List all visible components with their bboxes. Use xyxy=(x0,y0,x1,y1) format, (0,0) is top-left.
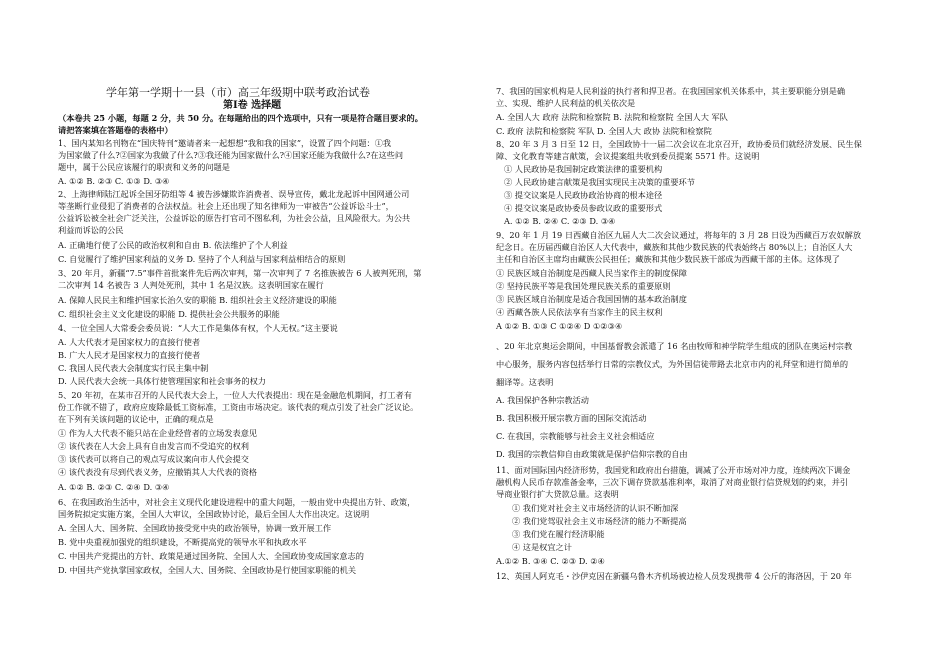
left-text-line: 题中，属于公民应该履行的职责和义务的问题是 xyxy=(58,162,230,172)
left-text-line: 学年第一学期十一县（市）高三年级期中联考政治试卷 xyxy=(106,86,370,99)
right-text-line: ③ 提交议案是人民政协政治协商的根本途径 xyxy=(504,190,663,200)
right-text-line: A. 我国保护各种宗教活动 xyxy=(496,395,589,405)
right-text-line: 、20 年北京奥运会期间，中国基督教会派遣了 16 名由牧师和神学院学生组成的团队在奥运村宗教 xyxy=(496,341,853,351)
left-text-line: D. 中国共产党执掌国家政权，全国人大、国务院、全国政协是行使国家职能的机关 xyxy=(58,565,357,575)
left-text-line: 等垄断行业侵犯了消费者的合法权益。社会上还出现了知名律师为一审被告“公益诉讼斗士”， xyxy=(58,201,394,211)
left-text-line: C. 自觉履行了维护国家利益的义务 D. 坚持了个人利益与国家利益相结合的原则 xyxy=(58,254,346,264)
left-text-line: C. 我国人民代表大会制度实行民主集中制 xyxy=(58,363,209,373)
right-text-line: 8、20 年 3 月 3 日至 12 日，全国政协十一届二次会议在北京召开，政协委员们就经济发展、民生保 xyxy=(496,139,862,149)
right-text-line: 主任和自治区主席均由藏族公民担任；藏族和其他少数民族干部成为西藏干部的主体。这体现了 xyxy=(496,254,840,264)
left-text-line: A. ①② B. ②③ C. ①③ D. ③④ xyxy=(58,176,170,186)
left-text-line: 第Ⅰ卷 选择题 xyxy=(223,100,282,111)
right-text-line: 翻译等。这表明 xyxy=(496,377,554,387)
right-text-line: B. 我国积极开展宗教方面的国际交流活动 xyxy=(496,413,647,423)
left-text-line: 2、上海律师陆江起诉全国牙防组等 4 被告涉嫌欺诈消费者、误导宣传，戴北龙起诉中国网通公司 xyxy=(58,189,410,199)
left-text-line: 3、20 年月，新疆“7.5”事件首批案件先后两次审判，第一次审判了 7 名推族被告 6 人被判死刑，第 xyxy=(58,268,422,278)
right-text-line: 导商业银行扩大贷款总量。这表明 xyxy=(496,489,619,499)
right-text-line: ② 我们党驾驭社会主义市场经济的能力不断提高 xyxy=(512,516,687,526)
left-text-line: ② 该代表在人大会上具有自由发言而不受追究的权利 xyxy=(58,441,249,451)
right-text-line: C. 政府 法院和检察院 军队 D. 全国人大 政协 法院和检察院 xyxy=(496,126,712,136)
right-text-line: 中心服务，服务内容包括举行日常的宗教仪式，为外国信徒带路去北京市内的礼拜堂和进行简单的 xyxy=(496,359,849,369)
left-text-line: 6、在我国政治生活中，对社会主义现代化建设进程中的重大问题，一般由党中央提出方针、政策， xyxy=(58,497,416,507)
right-text-line: 障、文化教育等建言献策，会议提案组共收到委员提案 5571 件。这说明 xyxy=(496,151,760,161)
left-text-line: 4、一位全国人大常委会委员说：“人大工作是集体有权，个人无权。”这主要说 xyxy=(58,323,338,333)
left-text-line: A. 正确地行使了公民的政治权利和自由 B. 依法维护了个人利益 xyxy=(58,240,288,250)
left-text-line: ① 作为人大代表不能只站在企业经营者的立场发表意见 xyxy=(58,428,258,438)
right-text-line: ① 我们党对社会主义市场经济的认识不断加深 xyxy=(512,503,679,513)
right-text-line: ③ 我们党在履行经济职能 xyxy=(512,529,605,539)
right-text-line: D. 我国的宗教信仰自由政策就是保护信仰宗教的自由 xyxy=(496,449,688,459)
left-text-line: 1、国内某知名刊物在“国庆特刊”邀请者来一起想想“我和我的国家”，设置了四个问题：①我 xyxy=(58,138,392,148)
right-text-line: 7、我国的国家机构是人民利益的执行者和捍卫者。在我国国家机关体系中，其主要职能分别是确 xyxy=(496,86,846,96)
left-text-line: 公益诉讼被全社会广泛关注，公益诉讼的原告打官司不图私利，为社会公益，且风险很大。为公共 xyxy=(58,213,411,223)
right-text-line: 融机构人民币存款准备金率，三次下调存贷款基准利率，取消了对商业银行信贷规划的约束，并引 xyxy=(496,477,849,487)
right-text-line: ① 民族区域自治制度是西藏人民当家作主的制度保障 xyxy=(496,268,687,278)
right-text-line: C. 在我国，宗教能够与社会主义社会相适应 xyxy=(496,431,655,441)
right-text-line: 纪念日。在历届西藏自治区人大代表中，藏族和其他少数民族的代表始终占 80%以上；自治区人大 xyxy=(496,242,853,252)
left-text-line: 二次审判 14 名被告 3 人判处死刑，其中 1 名是汉族。这表明国家在履行 xyxy=(58,280,324,290)
right-text-line: A ①② B. ①③ C ①②④ D ①②③④ xyxy=(496,321,623,331)
right-text-line: 12、英国人阿克毛・沙伊克因在新疆乌鲁木齐机场被边检人员发现携带 4 公斤的海洛因，于 20 年 xyxy=(496,571,852,581)
right-column xyxy=(496,0,908,658)
left-text-line: A. 全国人大、国务院、全国政协接受党中央的政治领导，协调一致开展工作 xyxy=(58,523,332,533)
left-text-line: ④ 该代表没有尽到代表义务，应撤销其人大代表的资格 xyxy=(58,467,258,477)
left-text-line: （本卷共 25 小题，每题 2 分，共 50 分。在每题给出的四个选项中，只有一项是符合题目要求的。 xyxy=(58,113,423,123)
left-text-line: 利益而诉讼的公民 xyxy=(58,225,124,235)
left-text-line: A. 保障人民民主和维护国家长治久安的职能 B. 组织社会主义经济建设的职能 xyxy=(58,295,337,305)
right-text-line: A.①② B. ③④ C. ②③ D. ②④ xyxy=(496,556,605,566)
right-text-line: ① 人民政协是我国制定政策法律的重要机构 xyxy=(504,164,663,174)
left-text-line: D. 人民代表大会统一具体行使管理国家和社会事务的权力 xyxy=(58,376,266,386)
right-text-line: ④ 这是权宜之计 xyxy=(512,542,572,552)
left-text-line: 5、20 年初，在某市召开的人民代表大会上，一位人大代表提出：现在是金融危机期间，打工者有 xyxy=(58,390,412,400)
left-text-line: 请把答案填在答题卷的表格中） xyxy=(58,125,173,135)
left-text-line: 国务院拟定实施方案，全国人大审议，全国政协讨论，最后全国人大作出决定。这说明 xyxy=(58,509,370,519)
right-text-line: ④ 西藏各族人民依法享有当家作主的民主权利 xyxy=(496,307,663,317)
right-text-line: 9、20 年 1 月 19 日西藏自治区九届人大二次会议通过，将每年的 3 月 28 日设为西藏百万农奴解放 xyxy=(496,230,862,240)
left-text-line: C. 组织社会主义文化建设的职能 D. 提供社会公共服务的职能 xyxy=(58,309,280,319)
left-column xyxy=(58,0,462,658)
right-text-line: 11、面对国际国内经济形势，我国党和政府出台措施，调减了公开市场对冲力度，连续两次下调金 xyxy=(496,465,851,475)
right-text-line: ② 人民政协建言献策是我国实现民主决策的重要环节 xyxy=(504,177,695,187)
left-text-line: B. 党中央重视加强党的组织建设，不断提高党的领导水平和执政水平 xyxy=(58,537,307,547)
right-text-line: ④ 提交议案是政协委员参政议政的重要形式 xyxy=(504,203,663,213)
left-text-line: C. 中国共产党提出的方针、政策是通过国务院、全国人大、全国政协变成国家意志的 xyxy=(58,551,364,561)
left-text-line: B. 广大人民才是国家权力的直接行使者 xyxy=(58,350,201,360)
left-text-line: A. 人大代表才是国家权力的直接行使者 xyxy=(58,337,201,347)
right-text-line: A. ①② B. ②④ C. ②③ D. ③④ xyxy=(504,216,616,226)
right-text-line: A. 全国人大 政府 法院和检察院 B. 法院和检察院 全国人大 军队 xyxy=(496,112,728,122)
right-text-line: 立、实现、维护人民利益的机关依次是 xyxy=(496,98,636,108)
left-text-line: ③ 该代表可以将自己的观点写成议案向市人代会提交 xyxy=(58,454,249,464)
right-text-line: ② 坚持民族平等是我国处理民族关系的重要原则 xyxy=(496,281,671,291)
right-text-line: ③ 民族区域自治制度是适合我国国情的基本政治制度 xyxy=(496,294,687,304)
left-text-line: A. ①② B. ②③ C. ②④ D. ③④ xyxy=(58,482,170,492)
left-text-line: 在下列有关该问题的议论中，正确的观点是 xyxy=(58,414,214,424)
left-text-line: 为国家做了什么?②国家为我做了什么?③我还能为国家做什么?④国家还能为我做什么?在这些问 xyxy=(58,150,404,160)
left-text-line: 份工作就不错了，政府应废除最低工资标准，工资由市场决定。该代表的观点引发了社会广泛议论。 xyxy=(58,402,419,412)
